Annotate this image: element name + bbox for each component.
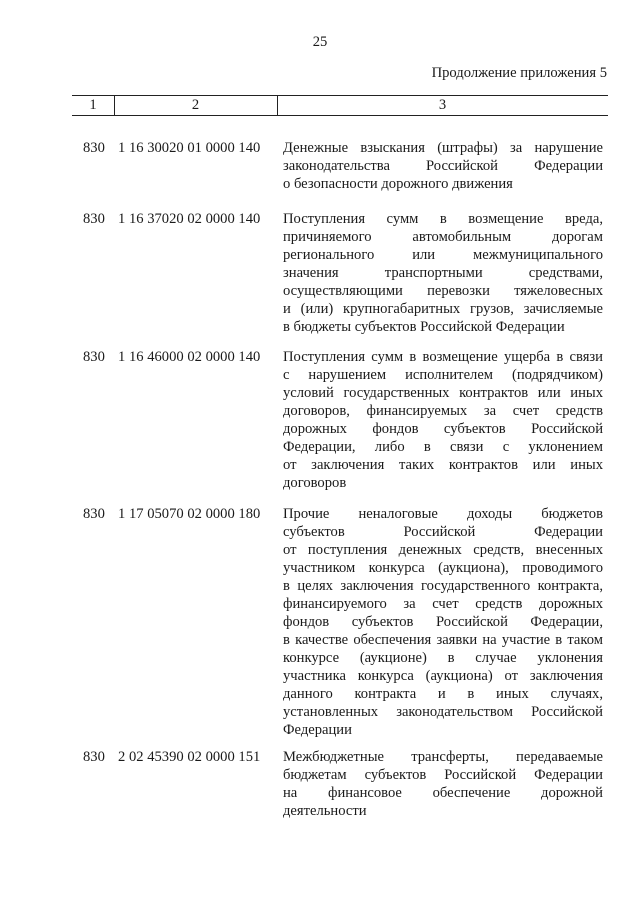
description-line: конкурсе (аукционе) в случае уклонения — [283, 650, 603, 666]
description-line: участника конкурса (аукциона) от заключения — [283, 668, 603, 684]
description-line: от поступления денежных средств, внесенных — [283, 542, 603, 558]
description-line: с нарушением исполнителем (подрядчиком) — [283, 367, 603, 383]
revenue-description — [283, 210, 603, 336]
administrator-code: 830 — [83, 749, 105, 765]
budget-classification-code: 2 02 45390 02 0000 151 — [118, 749, 261, 765]
column-header-2: 2 — [191, 97, 200, 113]
budget-classification-code: 1 16 30020 01 0000 140 — [118, 140, 261, 156]
description-line: от заключения таких контрактов или иных — [283, 457, 603, 473]
description-line: Федерации — [283, 722, 352, 738]
description-line: в бюджеты субъектов Российской Федерации — [283, 319, 565, 335]
revenue-description — [283, 505, 603, 739]
description-line: Поступления сумм в возмещение вреда, — [283, 211, 603, 227]
description-line: Прочие неналоговые доходы бюджетов — [283, 506, 603, 522]
description-line: Межбюджетные трансферты, передаваемые — [283, 749, 603, 765]
description-line: и (или) крупногабаритных грузов, зачисляемые — [283, 301, 603, 317]
revenue-description — [283, 139, 603, 193]
budget-classification-code: 1 17 05070 02 0000 180 — [118, 506, 261, 522]
administrator-code: 830 — [83, 349, 105, 365]
description-line: условий государственных контрактов или иных — [283, 385, 603, 401]
description-line: договоров, финансируемых за счет средств — [283, 403, 603, 419]
description-line: о безопасности дорожного движения — [283, 176, 513, 192]
revenue-description — [283, 348, 603, 492]
column-header-3: 3 — [438, 97, 447, 113]
description-line: дорожных фондов субъектов Российской — [283, 421, 603, 437]
table-header-bottom-rule — [72, 115, 608, 116]
description-line: законодательства Российской Федерации — [283, 158, 603, 174]
administrator-code: 830 — [83, 506, 105, 522]
description-line: Денежные взыскания (штрафы) за нарушение — [283, 140, 603, 156]
description-line: данного контракта и в иных случаях, — [283, 686, 603, 702]
description-line: бюджетам субъектов Российской Федерации — [283, 767, 603, 783]
description-line: субъектов Российской Федерации — [283, 524, 603, 540]
description-line: регионального или межмуниципального — [283, 247, 603, 263]
description-line: на финансовое обеспечение дорожной — [283, 785, 603, 801]
column-header-1: 1 — [89, 97, 97, 113]
administrator-code: 830 — [83, 140, 105, 156]
description-line: финансируемого за счет средств дорожных — [283, 596, 603, 612]
continuation-title: Продолжение приложения 5 — [431, 65, 607, 81]
description-line: деятельности — [283, 803, 367, 819]
description-line: осуществляющими перевозки тяжеловесных — [283, 283, 603, 299]
description-line: Федерации, либо в связи с уклонением — [283, 439, 603, 455]
description-line: установленных законодательством Российской — [283, 704, 603, 720]
description-line: в качестве обеспечения заявки на участие в таком — [283, 632, 603, 648]
description-line: причиняемого автомобильным дорогам — [283, 229, 603, 245]
administrator-code: 830 — [83, 211, 105, 227]
description-line: в целях заключения государственного контракта, — [283, 578, 603, 594]
page-number: 25 — [312, 34, 328, 50]
budget-classification-code: 1 16 37020 02 0000 140 — [118, 211, 261, 227]
description-line: Поступления сумм в возмещение ущерба в связи — [283, 349, 603, 365]
budget-classification-code: 1 16 46000 02 0000 140 — [118, 349, 261, 365]
description-line: фондов субъектов Российской Федерации, — [283, 614, 603, 630]
description-line: значения транспортными средствами, — [283, 265, 603, 281]
description-line: участником конкурса (аукциона), проводимого — [283, 560, 603, 576]
description-line: договоров — [283, 475, 347, 491]
revenue-description — [283, 748, 603, 820]
